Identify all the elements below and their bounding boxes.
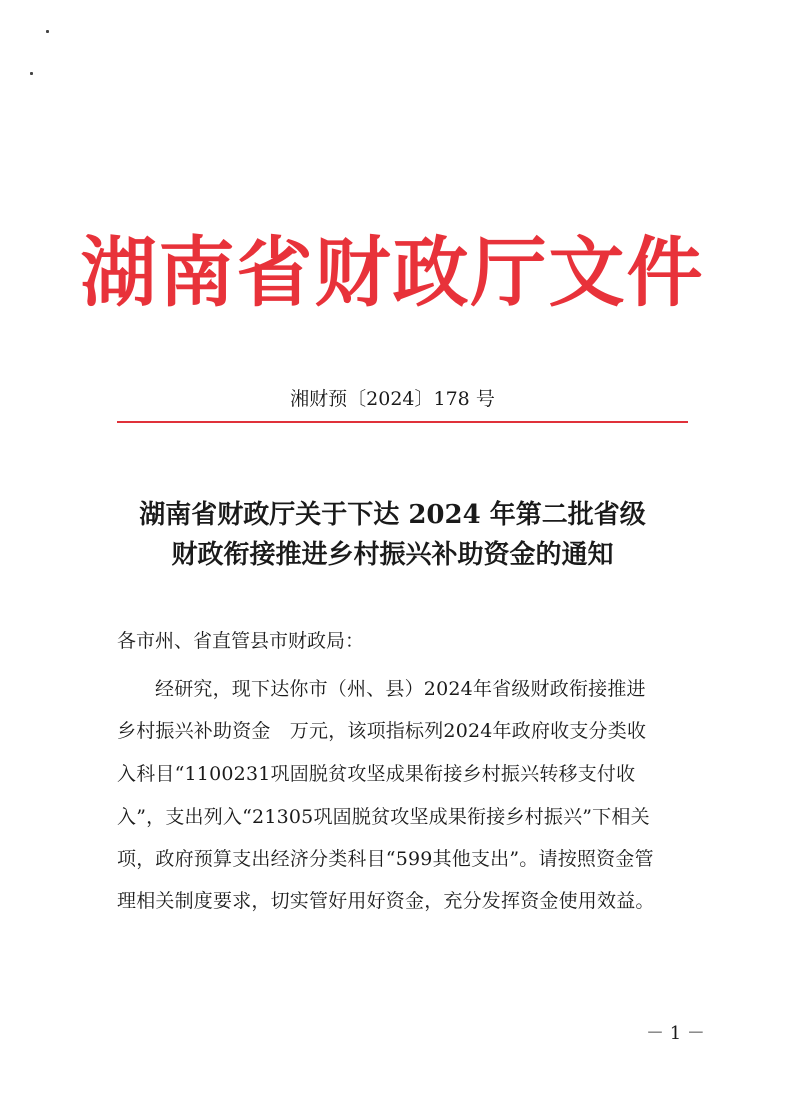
scan-speck bbox=[46, 30, 49, 33]
body-line-5: 项，政府预算支出经济分类科目“599其他支出”。请按照资金管 bbox=[117, 848, 654, 870]
scan-speck bbox=[30, 72, 33, 75]
notice-title-line-2: 财政衔接推进乡村振兴补助资金的通知 bbox=[171, 540, 614, 570]
body-line-2: 乡村振兴补助资金 万元，该项指标列2024年政府收支分类收 bbox=[117, 720, 647, 742]
body-line-3: 入科目“1100231巩固脱贫攻坚成果衔接乡村振兴转移支付收 bbox=[117, 763, 636, 785]
issuing-authority-header: 湖南省财政厅文件 bbox=[80, 228, 705, 317]
document-number: 湘财预〔2024〕178 号 bbox=[290, 388, 495, 410]
red-separator-line bbox=[117, 421, 688, 423]
body-line-4: 入”，支出列入“21305巩固脱贫攻坚成果衔接乡村振兴”下相关 bbox=[117, 806, 650, 828]
body-line-6: 理相关制度要求，切实管好用好资金，充分发挥资金使用效益。 bbox=[117, 890, 655, 912]
body-line-1: 经研究，现下达你市（州、县）2024年省级财政衔接推进 bbox=[155, 678, 646, 700]
page-number: － 1 － bbox=[646, 1023, 705, 1044]
salutation: 各市州、省直管县市财政局： bbox=[117, 630, 365, 652]
notice-title-line-1: 湖南省财政厅关于下达 2024 年第二批省级 bbox=[139, 500, 646, 530]
